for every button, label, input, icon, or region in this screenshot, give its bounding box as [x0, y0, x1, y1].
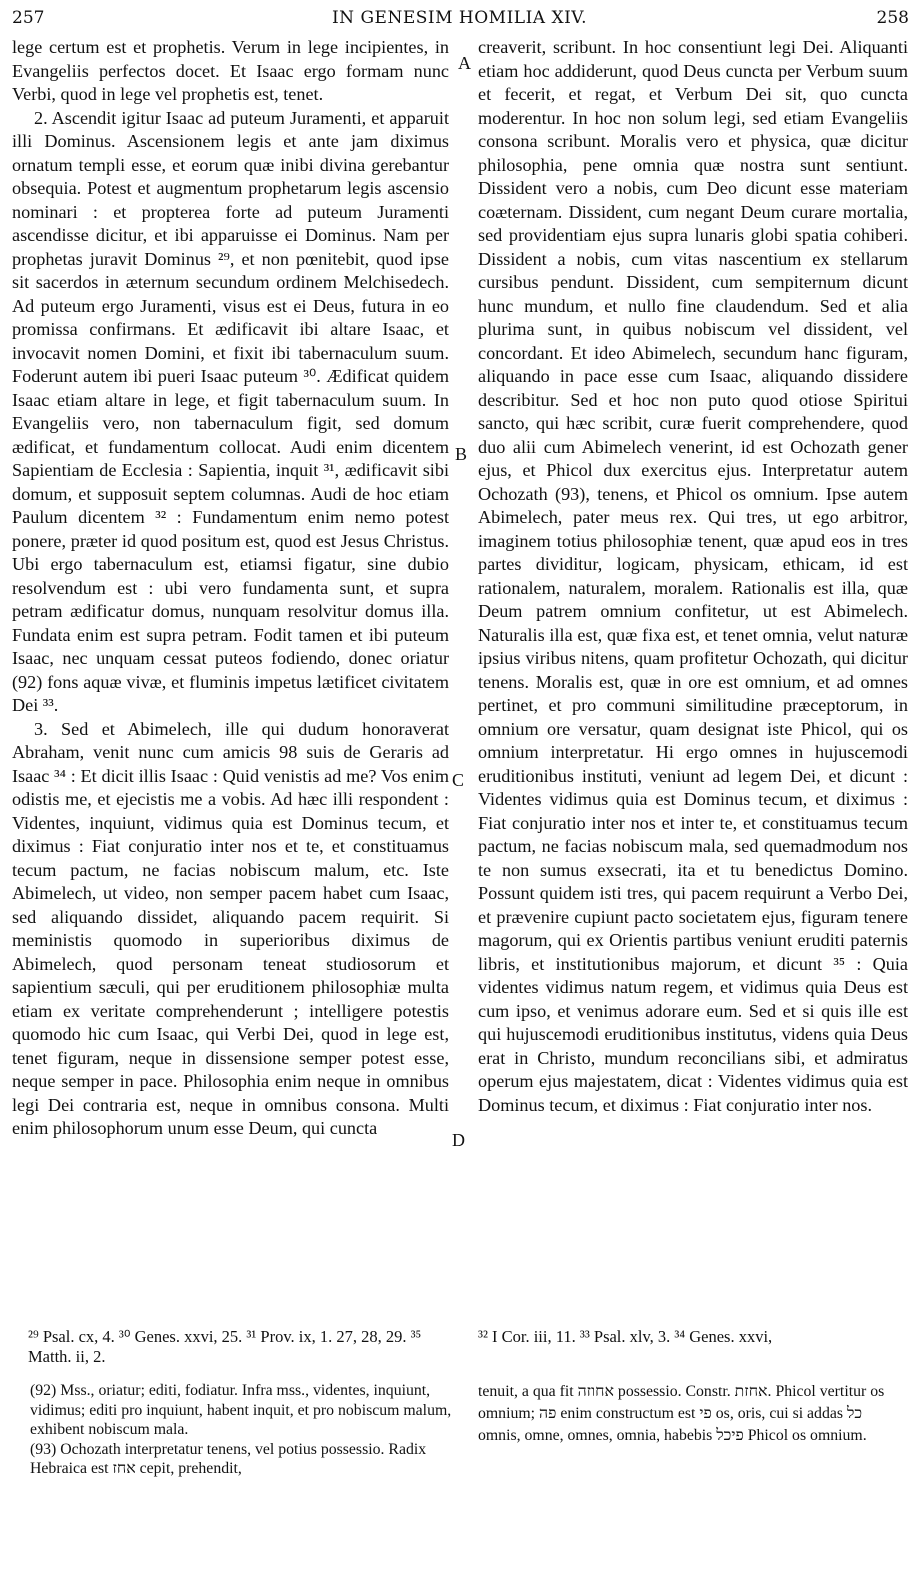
- paragraph: 3. Sed et Abimelech, ille qui dudum honoraverat Abraham, venit nunc cum amicis 98 suis de Geraris ad Isaac ³⁴ : Et dicit illis Isaac : Quid venistis ad me? Vos enim odistis me, et ejecistis me a vobis. Ad hæc illi respondent : Videntes, inquiunt, vidimus quia est Dominus tecum, et diximus : Fiat conjuratio inter nos et te, et constituamus tecum pactum, ne facias nobiscum malum, etc. Iste Abimelech, ut video, non semper pacem habet cum Isaac, sed aliquando dissidet, aliquando pacem requirit. Si meministis quomodo in superioribus diximus de Abimelech, quod personam teneat studiosorum et sapientium sæculi, qui per eruditionem philosophiæ multa etiam ex veritate comprehenderunt ; intelligere potestis quomodo hic cum Isaac, qui Verbi Dei, quod in lege est, tenet figuram, neque in dissensione semper potest esse, neque semper in pace. Philosophia enim neque in omnibus legi Dei contraria est, neque in omnibus consona. Multi enim philosophorum unum esse Deum, qui cuncta: [12, 718, 449, 1138]
- running-header: [0, 8, 919, 38]
- note: (93) Ochozath interpretatur tenens, vel potius possessio. Radix Hebraica est אחז cepit, prehendit,: [30, 1440, 427, 1477]
- note: tenuit, a qua fit אחוזה possessio. Constr. אחזת. Phicol vertitur os omnium; פה enim constructum est פי os, oris, cui si addas כל omnis, omne, omnes, omnia, habebis פיכל Phicol os omnium.: [478, 1383, 885, 1444]
- page-number-left: 257: [12, 8, 45, 28]
- footnotes-left: ²⁹ Psal. cx, 4. ³⁰ Genes. xxvi, 25. ³¹ Prov. ix, 1. 27, 28, 29. ³⁵ Matth. ii, 2.: [28, 1327, 422, 1366]
- margin-letter-a: A: [458, 53, 471, 73]
- notes-left: [30, 1381, 455, 1479]
- page-title: IN GENESIM HOMILIA XIV.: [331, 8, 588, 28]
- right-column: [478, 36, 908, 1117]
- paragraph: lege certum est et prophetis. Verum in lege incipientes, in Evangeliis perfectos docet. Et Isaac ergo formam nunc Verbi, quod in lege vel prophetis est, tenet.: [12, 37, 449, 104]
- left-column: [12, 36, 449, 1141]
- paragraph: creaverit, scribunt. In hoc consentiunt legi Dei. Aliquanti etiam hoc addiderunt, quod Deus cuncta per Verbum suum et fecerit, et regat, et Verbum Dei sit, quo cuncta moderentur. In hoc non solum legi, sed etiam Evangeliis consona scribunt. Moralis vero et physica, quæ dicitur philosophia, pene omnia quæ nostra sunt sentiunt. Dissident vero a nobis, cum Deo dicunt esse materiam coæternam. Dissident, cum negant Deum curare mortalia, sed providentiam ejus supra lunaris globi spatia cohiberi. Dissident a nobis, cum vitas nascentium ex stellarum cursibus pendunt. Dissident, cum sempiternum dicunt hunc mundum, et nullo fine claudendum. Sed et alia plurima sunt, in quibus nobiscum vel dissident, vel concordant. Et ideo Abimelech, secundum hanc figuram, aliquando in pace esse cum Isaac, aliquando dissidere describitur. Sed et hoc non puto quod otiose Spiritui sancto, qui hæc scribit, curæ fuerit comprehendere, quod duo alii cum Abimelech venerint, id est Ochozath gener ejus, et Phicol dux exercitus ejus. Interpretatur autem Ochozath (93), tenens, et Phicol os omnium. Ipse autem Abimelech, pater meus rex. Qui tres, ut ego arbitror, imaginem totius philosophiæ tenent, quæ apud eos in tres partes dividitur, logicam, physicam, ethicam, id est rationalem, naturalem, moralem. Rationalis est illa, quæ Deum patrem omnium confitetur, ut est Abimelech. Naturalis illa est, quæ fixa est, et tenet omnia, velut naturæ ipsius viribus nitens, quam profitetur Ochozath, qui dicitur tenens. Moralis est, quæ in ore est omnium, et ad omnes pertinet, et pro communi similitudine præceptorum, in omnium ore versatur, quam designat iste Phicol, qui os omnium interpretatur. Hi ergo omnes in hujuscemodi eruditionibus instituti, veniunt ad legem Dei, et dicunt : Videntes vidimus quia est Dominus tecum, et diximus : Fiat conjuratio inter nos et inter te, et constituamus tecum pactum, ne facias nobiscum mala, sed quemadmodum nos te non sumus exsecrati, ita et tu benedictus Domino. Possunt quidem isti tres, qui pacem requirunt a Verbo Dei, et prævenire cupiunt pacto societatem ejus, figuram tenere magorum, qui ex Orientis partibus veniunt eruditi paternis libris, et institutionibus majorum, et dicunt ³⁵ : Quia videntes vidimus natum regem, et vidimus quia Deus est cum ipso, et venimus adorare eum. Sed et si quis ille est qui hujuscemodi eruditionibus institutus, videns quia Deus erat in Christo, mundum reconcilians sibi, et admiratus operum ejus majestatem, dicat : Videntes vidimus quia est Dominus tecum, et diximus : Fiat conjuratio inter nos.: [478, 37, 908, 1115]
- footnotes-right: ³² I Cor. iii, 11. ³³ Psal. xlv, 3. ³⁴ Genes. xxvi,: [478, 1327, 773, 1346]
- margin-letter-c: C: [452, 770, 465, 790]
- margin-letter-d: D: [452, 1130, 465, 1150]
- notes-right: [478, 1381, 908, 1447]
- note: (92) Mss., oriatur; editi, fodiatur. Infra mss., videntes, inquiunt, vidimus; editi pro inquiunt, habent inquit, et pro nobiscum malum, exhibent nobiscum mala.: [30, 1382, 452, 1438]
- margin-letter-b: B: [455, 444, 468, 464]
- paragraph: 2. Ascendit igitur Isaac ad puteum Juramenti, et apparuit illi Dominus. Ascensionem legis et ante jam diximus ornatum templi esse, et eorum quæ inibi divina gerebantur obsequia. Potest et augmentum prophetarum legis ascensio nominari : et propterea forte ad puteum Juramenti ascendisse dicitur, et ibi apparuisse ei Dominus. Nam per prophetas juravit Dominus ²⁹, et non pœnitebit, quod ipse sit sacerdos in æternum secundum ordinem Melchisedech. Ad puteum ergo Juramenti, visus est ei Deus, futura in eo promissa confirmans. Et ædificavit ibi altare Isaac, et invocavit nomen Domini, et fixit ibi tabernaculum suum. Foderunt autem ibi pueri Isaac puteum ³⁰. Ædificat quidem Isaac etiam altare in lege, et figit tabernaculum suum. In Evangeliis vero, non tabernaculum figit, sed domum ædificat, et fundamentum collocat. Audi enim dicentem Sapientiam de Ecclesia : Sapientia, inquit ³¹, ædificavit sibi domum, et supposuit septem columnas. Audi de hoc etiam Paulum dicentem ³² : Fundamentum enim nemo potest ponere, præter id quod positum est, quod est Jesus Christus. Ubi ergo tabernaculum est, etiamsi figatur, sine dubio resolvendum est : ubi vero fundamenta sunt, et supra petram ædificatur domus, nunquam resolvitur domus illa. Fundata enim est supra petram. Fodit tamen et ibi puteum Isaac, nec unquam cessat puteos fodiendo, donec oriatur (92) fons aquæ vivæ, et fluminis impetus lætificet civitatem Dei ³³.: [12, 107, 449, 715]
- page-number-right: 258: [876, 8, 909, 28]
